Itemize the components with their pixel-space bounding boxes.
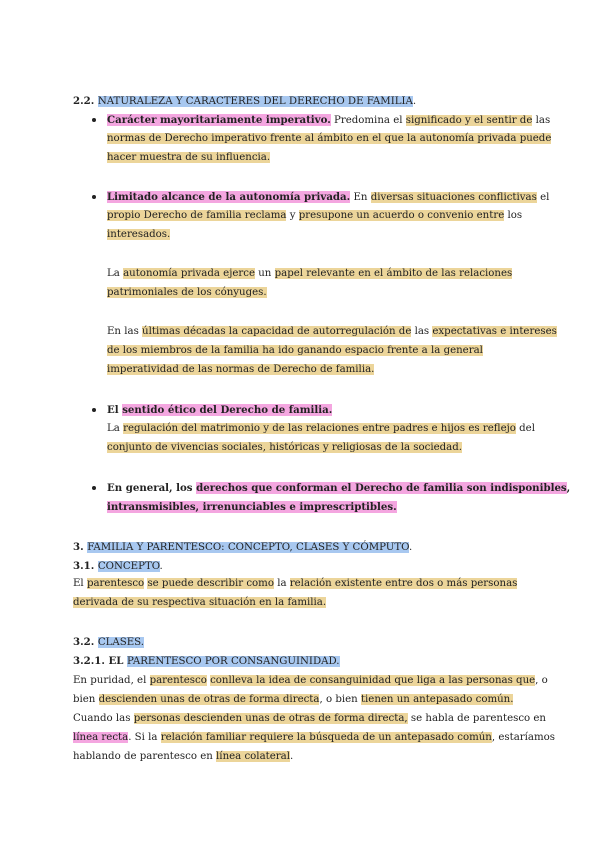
text-segment: . [412,96,417,107]
highlighted-text: NATURALEZA Y CARACTERES DEL DERECHO DE FAMILIA [97,96,413,107]
text-line [73,750,293,764]
text-segment: En las [107,326,143,337]
text-line [73,731,555,745]
text-segment: . [408,542,413,553]
highlighted-text: derivada de su respectiva situación en la familia. [73,597,327,608]
text-segment: En puridad, el [73,675,150,686]
highlighted-text: diversas situaciones conflictivas [370,192,537,203]
text-segment: los [504,210,523,221]
text-segment: 3.2.1. EL [73,655,127,667]
text-segment: 3. [73,541,88,553]
highlighted-text: normas de Derecho imperativo frente al ámbito en el que la autonomía privada puede [107,133,552,144]
highlighted-text: hacer muestra de su influencia. [107,152,271,163]
text-line [73,94,416,109]
text-segment: las [532,115,551,126]
text-line [107,209,522,223]
text-line [73,596,326,610]
highlighted-text: conlleva la idea de consanguinidad que liga a las personas que [210,675,536,686]
text-line [107,190,549,205]
text-line [73,674,548,688]
highlighted-text: derechos que conforman el Derecho de familia son indisponibles [196,482,567,494]
text-line [107,500,397,515]
text-segment: 2.2. [73,95,98,107]
bullet-icon [92,195,96,199]
text-line [107,441,462,455]
text-line [107,403,332,418]
highlighted-text: últimas décadas la capacidad de autorregulación de [142,326,412,337]
highlighted-text: tienen un antepasado común. [360,694,514,705]
text-segment: bien [73,694,99,705]
text-line [73,540,412,555]
text-segment: En general, los [107,482,197,494]
text-line [107,151,270,165]
text-segment: un [255,268,275,279]
highlighted-text: línea colateral [216,751,290,762]
highlighted-text: descienden unas de otras de forma directa [98,694,320,705]
highlighted-text: significado y el sentir de [405,115,533,126]
highlighted-text: autonomía privada ejerce [123,268,255,279]
highlighted-text: PARENTESCO POR CONSANGUINIDAD. [126,656,340,667]
text-segment: , [566,482,571,494]
highlighted-text: intransmisibles, irrenunciables e imprescriptibles. [107,501,397,513]
text-line [73,693,513,707]
text-line [73,654,340,669]
text-line [73,577,517,591]
highlighted-text: relación familiar requiere la búsqueda de un antepasado común [160,732,492,743]
highlighted-text: Limitado alcance de la autonomía privada. [107,191,351,203]
text-segment: , estaríamos [491,732,555,743]
highlighted-text: se puede describir como [147,578,274,589]
highlighted-text: patrimoniales de los cónyuges. [107,287,267,298]
text-line [107,422,535,436]
bullet-icon [92,486,96,490]
text-line [107,325,557,339]
text-line [107,113,550,128]
bullet-icon [92,408,96,412]
highlighted-text: relación existente entre dos o más personas [289,578,518,589]
highlighted-text: parentesco [149,675,207,686]
highlighted-text: Carácter mayoritariamente imperativo. [107,114,331,126]
text-line [107,132,551,146]
text-segment: y [286,210,299,221]
text-segment: hablando de parentesco en [73,751,217,762]
text-segment: se habla de parentesco en [407,713,546,724]
highlighted-text: interesados. [107,229,171,240]
highlighted-text: imperatividad de las normas de Derecho de familia. [107,364,375,375]
text-segment: La [107,423,124,434]
highlighted-text: conjunto de vivencias sociales, históricas y religiosas de la sociedad. [107,442,462,453]
highlighted-text: CONCEPTO [97,561,160,572]
highlighted-text: parentesco [86,578,145,589]
text-segment: El [73,578,87,589]
highlighted-text: propio Derecho de familia reclama [107,210,287,221]
text-line [107,481,570,496]
highlighted-text: presupone un acuerdo o convenio entre [298,210,505,221]
text-segment: La [107,268,124,279]
text-segment: . [159,561,163,572]
highlighted-text: papel relevante en el ámbito de las relaciones [274,268,513,279]
highlighted-text: personas descienden unas de otras de forma directa, [133,713,408,724]
text-segment: . Si la [128,732,161,743]
text-line [107,363,374,377]
text-segment: Predomina el [330,115,406,126]
text-line [73,712,546,726]
text-segment: , o bien [319,694,361,705]
highlighted-text: sentido ético del Derecho de familia. [122,404,333,416]
text-segment: , o [535,675,548,686]
bullet-icon [92,118,96,122]
text-segment: Cuando las [73,713,134,724]
highlighted-text: CLASES. [97,637,145,648]
text-segment: la [273,578,290,589]
highlighted-text: línea recta [73,732,129,743]
text-segment: del [515,423,535,434]
text-segment: En [350,192,371,203]
text-segment: las [411,326,433,337]
highlighted-text: expectativas e intereses [432,326,557,337]
text-line [107,267,512,281]
text-line [107,228,170,242]
text-line [107,344,483,358]
text-line [107,286,267,300]
highlighted-text: FAMILIA Y PARENTESCO: CONCEPTO, CLASES Y CÓMPUTO [87,542,409,553]
text-line [73,559,163,574]
text-segment: 3.1. [73,560,98,572]
text-segment: el [536,192,550,203]
text-line [73,635,144,650]
highlighted-text: de los miembros de la familia ha ido ganando espacio frente a la general [107,345,483,356]
text-segment: . [289,751,294,762]
text-segment: 3.2. [73,636,98,648]
text-segment: El [107,404,123,416]
highlighted-text: regulación del matrimonio y de las relaciones entre padres e hijos es reflejo [123,423,516,434]
